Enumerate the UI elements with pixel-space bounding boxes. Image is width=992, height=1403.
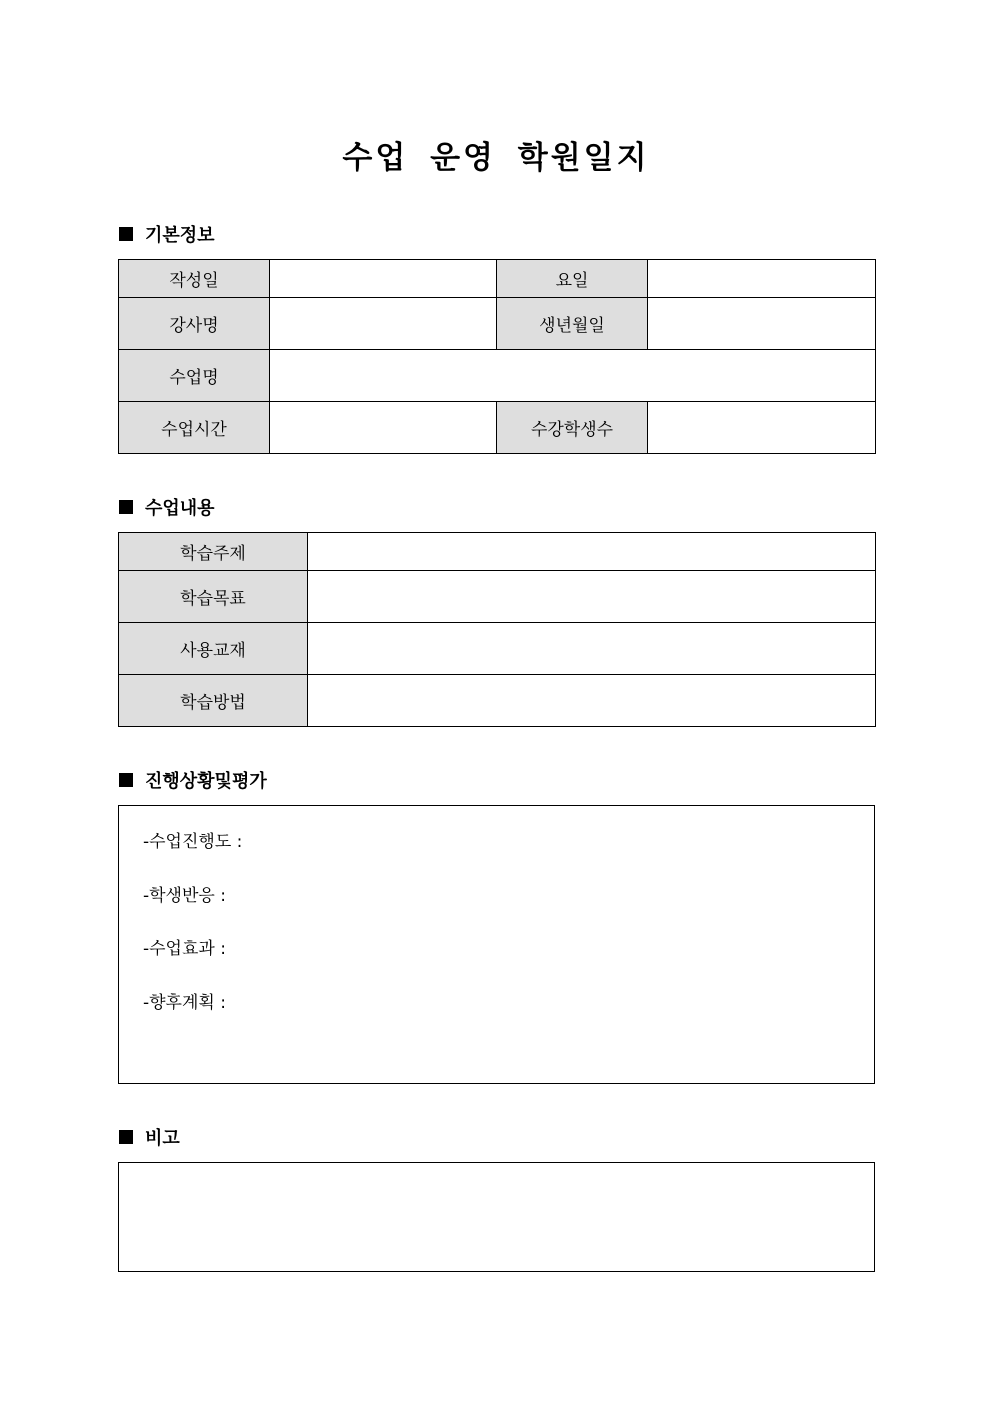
student-count-label: 수강학생수 (497, 402, 648, 454)
section-heading-basic-info (119, 221, 215, 247)
class-content-table (118, 532, 876, 727)
progress-evaluation-box[interactable] (118, 805, 875, 1084)
day-label: 요일 (497, 260, 648, 298)
section-heading-remarks (119, 1124, 180, 1150)
day-field[interactable] (648, 260, 876, 298)
instructor-field[interactable] (270, 298, 497, 350)
topic-label: 학습주제 (119, 533, 308, 571)
square-bullet-icon (119, 227, 133, 241)
section-heading-progress (119, 767, 267, 793)
section-heading-label: 수업내용 (145, 498, 215, 519)
table-row (119, 623, 876, 675)
method-field[interactable] (308, 675, 876, 727)
topic-field[interactable] (308, 533, 876, 571)
section-heading-label: 진행상황및평가 (145, 771, 267, 792)
section-heading-class-content (119, 494, 215, 520)
table-row (119, 675, 876, 727)
class-name-label: 수업명 (119, 350, 270, 402)
section-heading-label: 비고 (145, 1128, 180, 1149)
table-row (119, 571, 876, 623)
square-bullet-icon (119, 773, 133, 787)
date-field[interactable] (270, 260, 497, 298)
square-bullet-icon (119, 500, 133, 514)
progress-line: -수업진행도 : (143, 832, 243, 852)
basic-info-table (118, 259, 876, 454)
birthdate-label: 생년월일 (497, 298, 648, 350)
document-title: 수업 운영 학원일지 (342, 140, 650, 176)
table-row (119, 350, 876, 402)
progress-line: -학생반응 : (143, 886, 226, 906)
square-bullet-icon (119, 1130, 133, 1144)
class-time-field[interactable] (270, 402, 497, 454)
instructor-label: 강사명 (119, 298, 270, 350)
table-row (119, 298, 876, 350)
student-count-field[interactable] (648, 402, 876, 454)
method-label: 학습방법 (119, 675, 308, 727)
date-label: 작성일 (119, 260, 270, 298)
section-heading-label: 기본정보 (145, 225, 215, 246)
objective-field[interactable] (308, 571, 876, 623)
progress-line: -향후계획 : (143, 993, 226, 1013)
textbook-field[interactable] (308, 623, 876, 675)
birthdate-field[interactable] (648, 298, 876, 350)
progress-line: -수업효과 : (143, 939, 226, 959)
objective-label: 학습목표 (119, 571, 308, 623)
table-row (119, 260, 876, 298)
table-row (119, 402, 876, 454)
class-name-field[interactable] (270, 350, 876, 402)
remarks-box[interactable] (118, 1162, 875, 1272)
class-time-label: 수업시간 (119, 402, 270, 454)
table-row (119, 533, 876, 571)
textbook-label: 사용교재 (119, 623, 308, 675)
